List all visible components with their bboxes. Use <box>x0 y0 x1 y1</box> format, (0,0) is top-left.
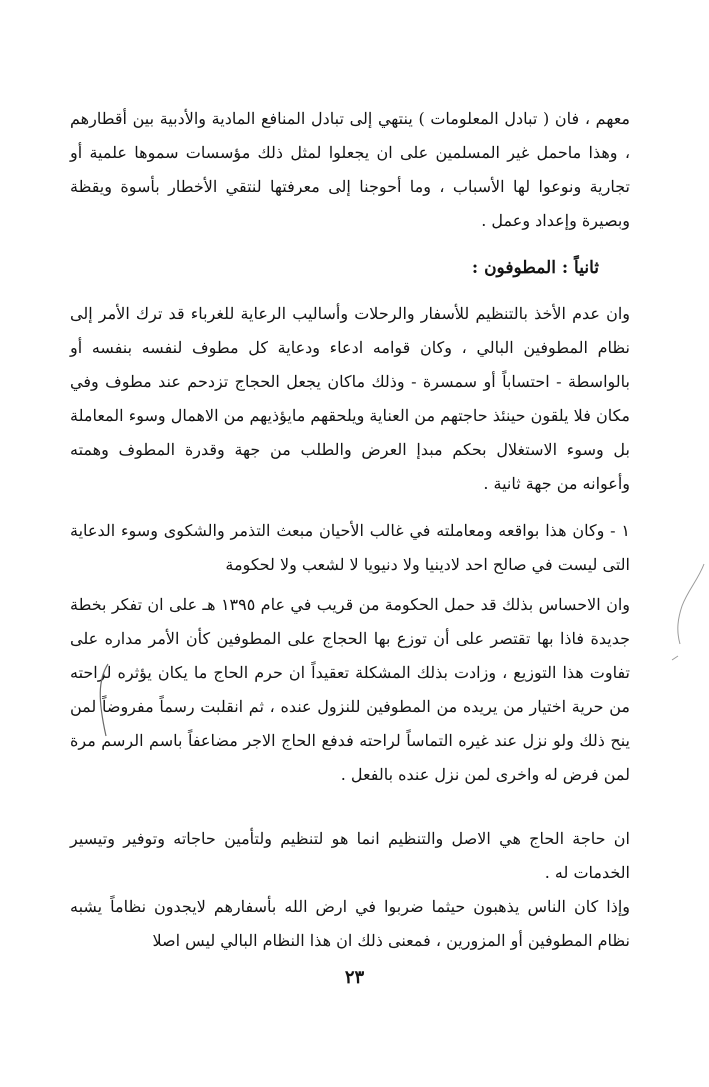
paragraph-group-complaints <box>70 514 630 792</box>
page-number: ٢٣ <box>344 967 365 988</box>
paragraph-need <box>70 822 630 890</box>
margin-pencil-mark <box>668 560 708 680</box>
section-heading-mutawwifun: ثانياً : المطوفون : <box>471 258 599 278</box>
paragraph-intro <box>70 102 630 238</box>
margin-bracket-mark <box>92 660 114 740</box>
paragraph-3: ١ - وكان هذا بواقعه ومعاملته في غالب الأحيان مبعث التذمر والشكوى وسوء الدعاية التى ليست في صالح احد لادينيا ولا دنيويا لا لشعب ولا لحكومة <box>70 521 630 574</box>
paragraph-mutawwifun <box>70 297 630 501</box>
paragraph-travel <box>70 890 630 958</box>
paragraph-4: وان الاحساس بذلك قد حمل الحكومة من قريب في عام ١٣٩٥ هـ على ان تفكر بخطة جديدة فاذا بها تقتصر على أن توزع بها الحجاج على المطوفين كأن الأمر مداره على تفاوت هذا التوزيع ، وزادت بذلك المشكلة تعقيداً ان حرم الحاج ما يكان يؤثره لراحته من حرية اختيار من يريده من المطوفين للنزول عنده ، ثم انقلبت رسماً مفروضاً لمن ينح ذلك ولو نزل عند غيره التماساً لراحته فدفع الحاج الاجر مضاعفاً باسم الرسم مرة لمن فرض له واخرى لمن نزل عنده بالفعل . <box>70 595 631 784</box>
paragraph-1: معهم ، فان ( تبادل المعلومات ) ينتهي إلى تبادل المنافع المادية والأدبية بين أقطارهم ، وهذا ماحمل غير المسلمين على ان يجعلوا لمثل ذلك مؤسسات سموها علمية أو تجارية ونوعوا لها الأسباب ، وما أحوجنا إلى معرفتها لنتقي الأخطار بأسوة ويقظة وبصيرة وإعداد وعمل . <box>70 109 630 230</box>
paragraph-5: ان حاجة الحاج هي الاصل والتنظيم انما هو لتنظيم ولتأمين حاجاته وتوفير وتيسير الخدمات له . <box>70 829 630 882</box>
paragraph-6: وإذا كان الناس يذهبون حيثما ضربوا في ارض الله بأسفارهم لايجدون نظاماً يشبه نظام المطوفين أو المزورين ، فمعنى ذلك ان هذا النظام البالي ليس اصلا <box>70 897 630 950</box>
paragraph-2: وان عدم الأخذ بالتنظيم للأسفار والرحلات وأساليب الرعاية للغرباء قد ترك الأمر إلى نظام المطوفين البالي ، وكان قوامه ادعاء ودعاية كل مطوف لنفسه بنفسه أو بالواسطة - احتساباً أو سمسرة - وذلك ماكان يجعل الحجاج تزدحم عند مطوف وفي مكان فلا يلقون حينئذ حاجتهم من العناية ويلحقهم مايؤذيهم من الاهمال وسوء المعاملة بل وسوء الاستغلال بحكم مبدإ العرض والطلب من جهة وقدرة المطوف وهمته وأعوانه من جهة ثانية . <box>70 304 630 493</box>
